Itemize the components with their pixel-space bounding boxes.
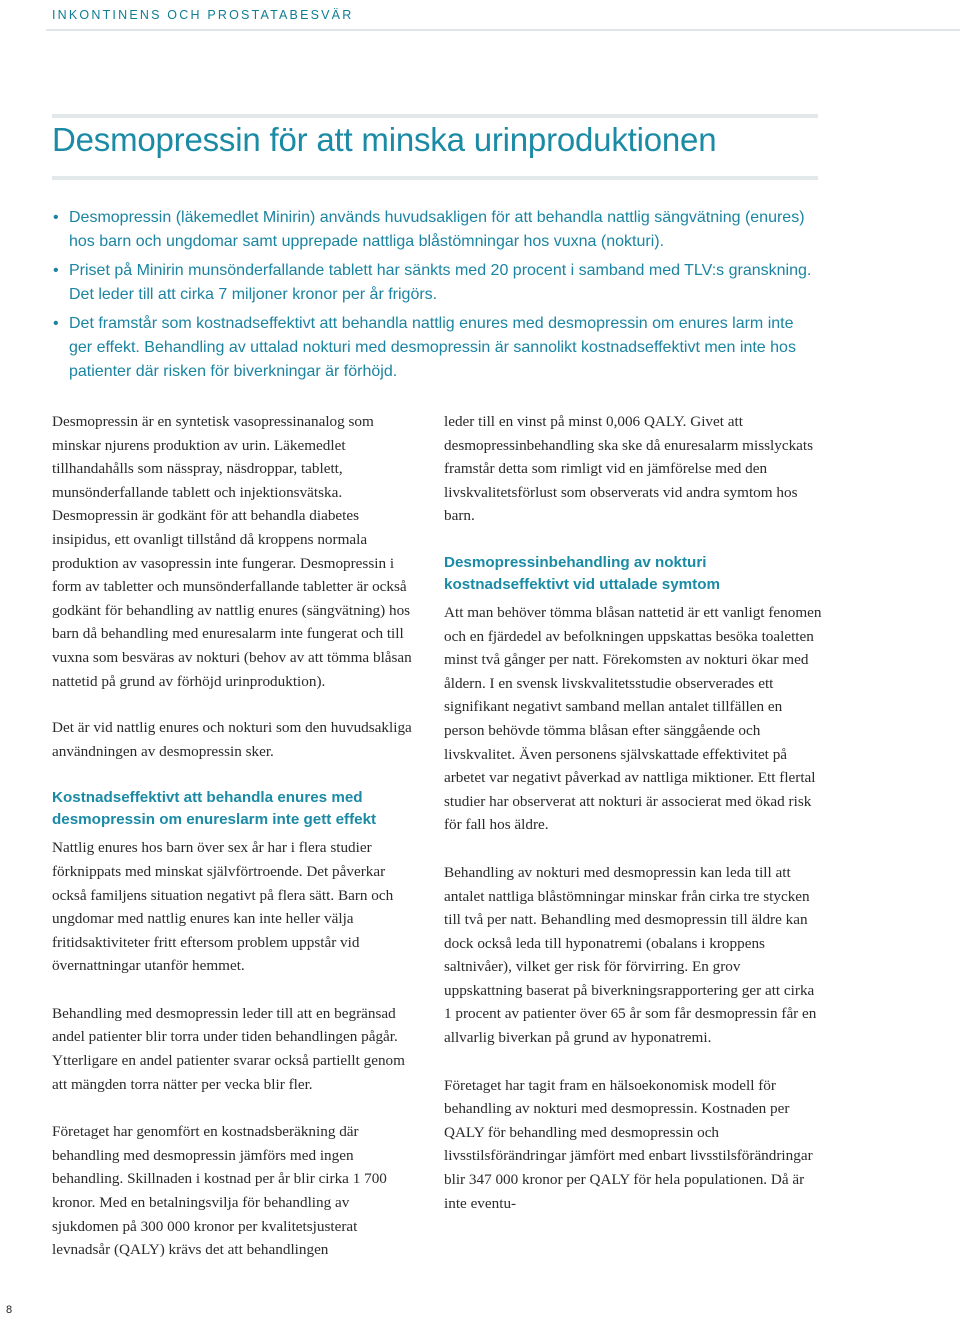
page-number: 8 [6,1304,13,1316]
body-paragraph: Att man behöver tömma blåsan nattetid är ett vanligt fenomen och en fjärdedel av befolkningen uppskattas besöka toaletten minst två gånger per natt. Förekomsten av nokturi ökar med åldern. I en svensk livskvalitetsstudie observerades ett signifikant negativt samband mellan antalet tillfällen en person behövde tömma blåsan efter sänggående och livskvalitet. Även personens självskattade effektivitet på arbetet var negativt påverkad av nattliga miktioner. Ett flertal studier har observerat att nokturi är associerat med ökad risk för fall hos äldre. [444,603,822,834]
body-paragraph: Behandling med desmopressin leder till att en begränsad andel patienter blir torra under tiden behandlingen pågår. Ytterligare en andel patienter svarar också partiellt genom att mängden torra nätter per vecka blir fler. [52,1004,405,1093]
summary-bullet [52,206,812,255]
summary-bullet [52,259,812,308]
body-paragraph: Desmopressin är en syntetisk vasopressinanalog som minskar njurens produktion av urin. Läkemedlet tillhandahålls som nässpray, näsdroppar, tablett, munsönderfallande tablett och injektionsvätska. Desmopressin är godkänt för att behandla diabetes insipidus, ett ovanligt tillstånd då kroppens normala produktion av vasopressin inte fungerar. Desmopressin i form av tabletter och munsönderfallande tabletter är också godkänt för behandling av nattlig enures (sängvätning) hos barn då behandling med enuresalarm inte fungerat och till vuxna som besväras av nokturi (behov av att tömma blåsan nattetid på grund av förhöjd urinproduktion). [52,413,412,690]
body-paragraph: Företaget har tagit fram en hälsoekonomisk modell för behandling av nokturi med desmopressin. Kostnaden per QALY för behandling med desmopressin och livsstilsförändringar jämfört med enbart livsstilsförändringar blir 347 000 kronor per QALY för hela populationen. Då är inte eventu- [444,1076,813,1212]
bullet-icon: • [53,209,59,226]
summary-bullet-text: Det framstår som kostnadseffektivt att behandla nattlig enures med desmopressin om enures larm inte ger effekt. Behandling av uttalad nokturi med desmopressin är sannolikt kostnadseffektivt men inte hos patienter där risken för biverkningar är förhöjd. [69,314,796,381]
section-heading: Kostnadseffektivt att behandla enures med desmopressin om enureslarm inte gett effekt [52,789,377,829]
body-paragraph: leder till en vinst på minst 0,006 QALY. Givet att desmopressinbehandling ska ske då enuresalarm misslyckats framstår detta som rimligt vid en jämförelse med den livskvalitetsförlust som observerats vid andra symtom hos barn. [444,413,814,525]
summary-bullet-text: Desmopressin (läkemedlet Minirin) används huvudsakligen för att behandla nattlig sängvätning (enures) hos barn och ungdomar samt upprepade nattliga blåstömningar hos vuxna (nokturi). [69,209,805,251]
body-paragraph: Det är vid nattlig enures och nokturi som den huvudsakliga användningen av desmopressin sker. [52,719,412,760]
bullet-icon: • [53,314,59,332]
page-title: Desmopressin för att minska urinproduktionen [52,121,717,158]
bullet-icon: • [53,261,59,279]
body-paragraph: Behandling av nokturi med desmopressin kan leda till att antalet nattliga blåstömningar minskar från cirka tre stycken till två per natt. Behandling med desmopressin till äldre kan dock också leda till hyponatremi (obalans i kroppens saltnivåer), vilket ger risk för förvirring. En grov uppskattning baserat på biverkningsrapportering ger att cirka 1 procent av patienter över 65 år som får desmopressin får en allvarlig biverkan på grund av hyponatremi. [444,863,817,1047]
summary-bullet-list [52,206,812,389]
summary-bullet [52,312,812,385]
right-column [444,410,822,1215]
title-rule-bottom [52,176,818,180]
section-label: INKONTINENS OCH PROSTATABESVÄR [52,8,354,22]
body-paragraph: Nattlig enures hos barn över sex år har i flera studier förknippats med minskat självförtroende. Det påverkar också familjens situation negativt på flera sätt. Barn och ungdomar med nattlig enures kan inte heller välja fritidsaktiviteter fritt eftersom problem uppstår vid övernattningar utanför hemmet. [52,839,394,975]
section-heading: Desmopressinbehandling av nokturi kostnadseffektivt vid uttalade symtom [444,553,720,593]
title-rule-top [52,114,818,118]
body-paragraph: Företaget har genomfört en kostnadsberäkning där behandling med desmopressin jämförs med ingen behandling. Skillnaden i kostnad per år blir cirka 1 700 kronor. Med en betalningsvilja för behandling av sjukdomen på 300 000 kronor per kvalitetsjusterat levnadsår (QALY) krävs det att behandlingen [52,1123,387,1259]
left-column [52,410,414,1262]
summary-bullet-text: Priset på Minirin munsönderfallande tablett har sänkts med 20 procent i samband med TLV:s granskning. Det leder till att cirka 7 miljoner kronor per år frigörs. [69,261,812,304]
